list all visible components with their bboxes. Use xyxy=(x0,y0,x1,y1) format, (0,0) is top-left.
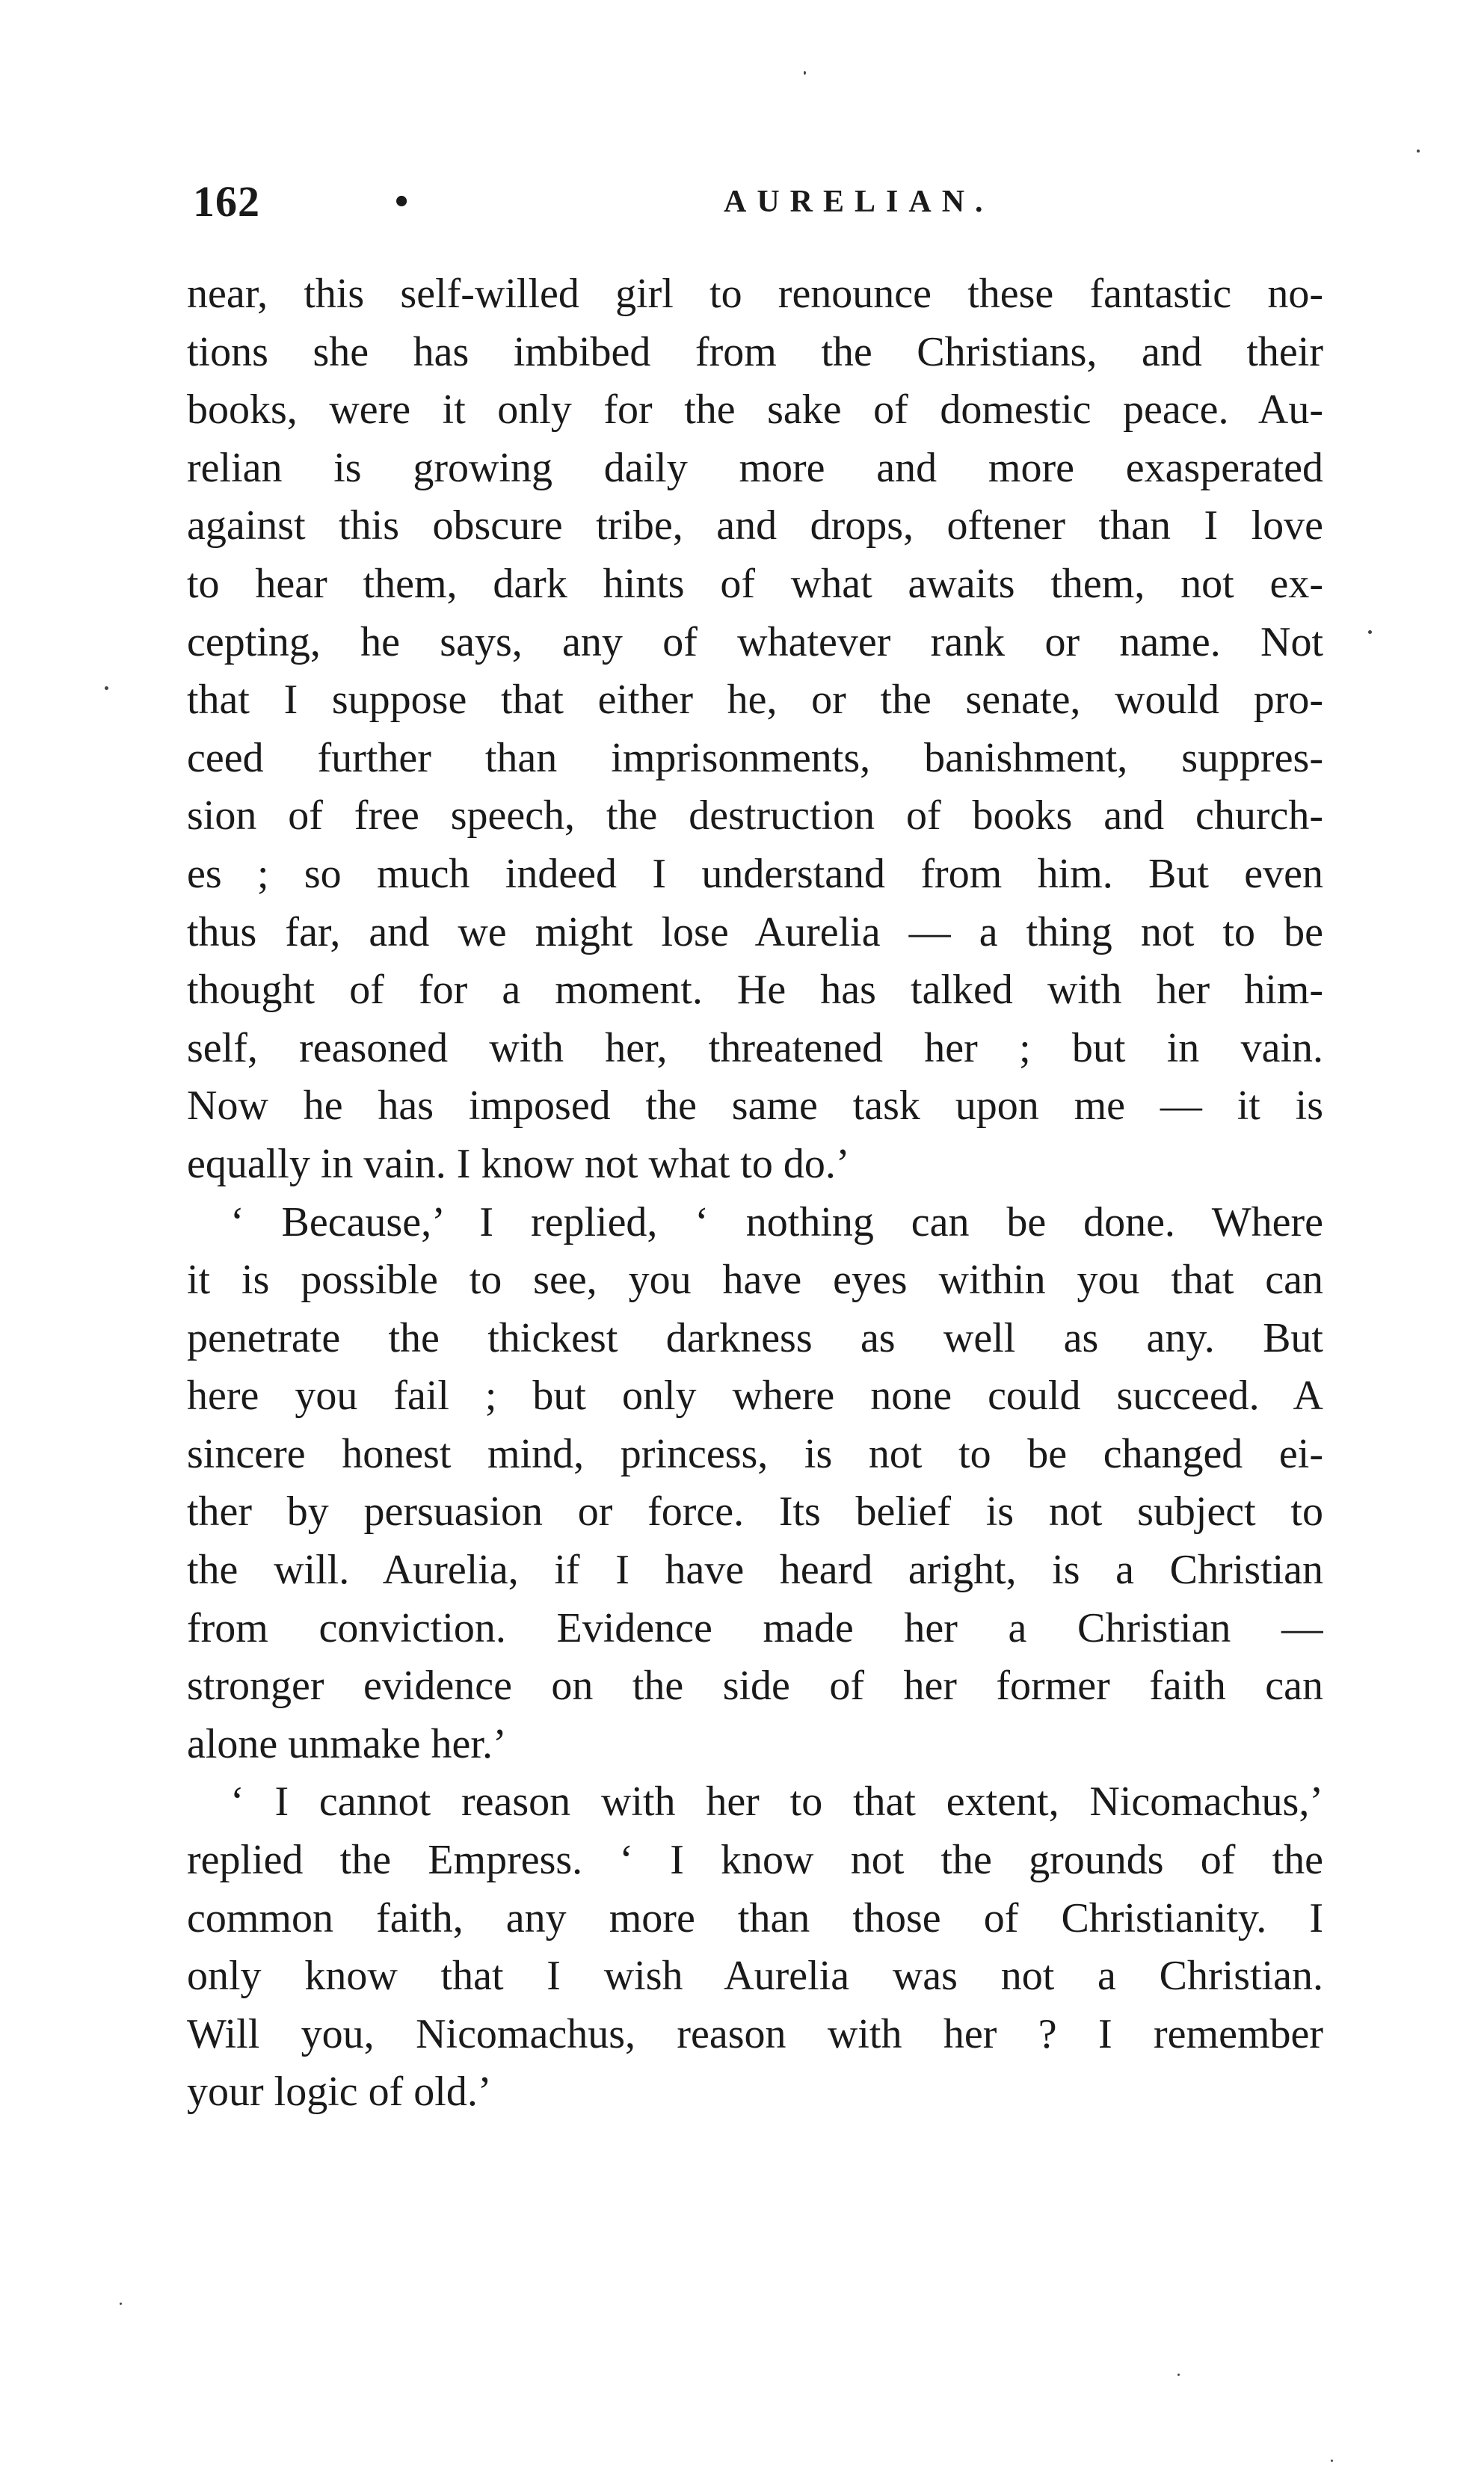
scan-speck xyxy=(1331,2460,1333,2462)
text-line: your logic of old.’ xyxy=(187,2069,492,2116)
text-line: self, reasoned with her, threatened her ; but in vain. xyxy=(187,1024,1323,1071)
text-line: relian is growing daily more and more exasperated xyxy=(187,444,1323,491)
scan-speck xyxy=(804,71,806,75)
text-line: Now he has imposed the same task upon me — it is xyxy=(187,1083,1323,1130)
text-line: ther by persuasion or force. Its belief is not subject to xyxy=(187,1488,1323,1536)
text-line: replied the Empress. ‘ I know not the grounds of the xyxy=(187,1837,1323,1884)
running-title: AURELIAN. xyxy=(724,185,994,219)
body-text xyxy=(187,265,1323,2122)
page-number: 162 xyxy=(193,177,260,226)
text-line: from conviction. Evidence made her a Christian — xyxy=(187,1604,1323,1651)
text-line: to hear them, dark hints of what awaits them, not ex- xyxy=(187,560,1323,607)
text-line: cepting, he says, any of whatever rank or name. Not xyxy=(187,618,1323,665)
text-line: against this obscure tribe, and drops, oftener than I love xyxy=(187,502,1323,549)
text-line: es ; so much indeed I understand from him. But even xyxy=(187,850,1323,897)
text-line: sincere honest mind, princess, is not to be changed ei- xyxy=(187,1430,1323,1477)
text-line: the will. Aurelia, if I have heard aright, is a Christian xyxy=(187,1547,1323,1594)
running-head xyxy=(193,168,1322,235)
text-line: Will you, Nicomachus, reason with her ? I remember xyxy=(187,2010,1323,2057)
header-separator: • xyxy=(395,180,409,223)
scan-speck xyxy=(1417,150,1420,153)
text-line: that I suppose that either he, or the senate, would pro- xyxy=(187,677,1323,724)
text-line: tions she has imbibed from the Christians, and their xyxy=(187,328,1323,375)
text-line: ceed further than imprisonments, banishment, suppres- xyxy=(187,734,1323,781)
text-line: equally in vain. I know not what to do.’ xyxy=(187,1140,850,1187)
text-line: common faith, any more than those of Christianity. I xyxy=(187,1894,1323,1941)
text-line: thought of for a moment. He has talked with her him- xyxy=(187,967,1323,1014)
text-line: books, were it only for the sake of domestic peace. Au- xyxy=(187,387,1323,434)
text-line: ‘ Because,’ I replied, ‘ nothing can be done. Where xyxy=(230,1198,1323,1245)
text-line: here you fail ; but only where none could succeed. A xyxy=(187,1373,1323,1420)
text-line: only know that I wish Aurelia was not a Christian. xyxy=(187,1953,1323,2000)
text-line: ‘ I cannot reason with her to that extent, Nicomachus,’ xyxy=(230,1779,1323,1826)
text-line: thus far, and we might lose Aurelia — a thing not to be xyxy=(187,908,1323,955)
scan-speck xyxy=(1177,2374,1180,2376)
text-line: stronger evidence on the side of her former faith can xyxy=(187,1663,1323,1710)
text-line: alone unmake her.’ xyxy=(187,1720,507,1767)
text-line: penetrate the thickest darkness as well as any. But xyxy=(187,1314,1323,1361)
scan-speck xyxy=(1368,630,1372,634)
scan-speck xyxy=(120,2303,122,2305)
text-line: it is possible to see, you have eyes within you that can xyxy=(187,1257,1323,1304)
text-line: sion of free speech, the destruction of books and church- xyxy=(187,792,1323,840)
scan-speck xyxy=(105,686,108,690)
text-line: near, this self-willed girl to renounce these fantastic no- xyxy=(187,271,1323,317)
